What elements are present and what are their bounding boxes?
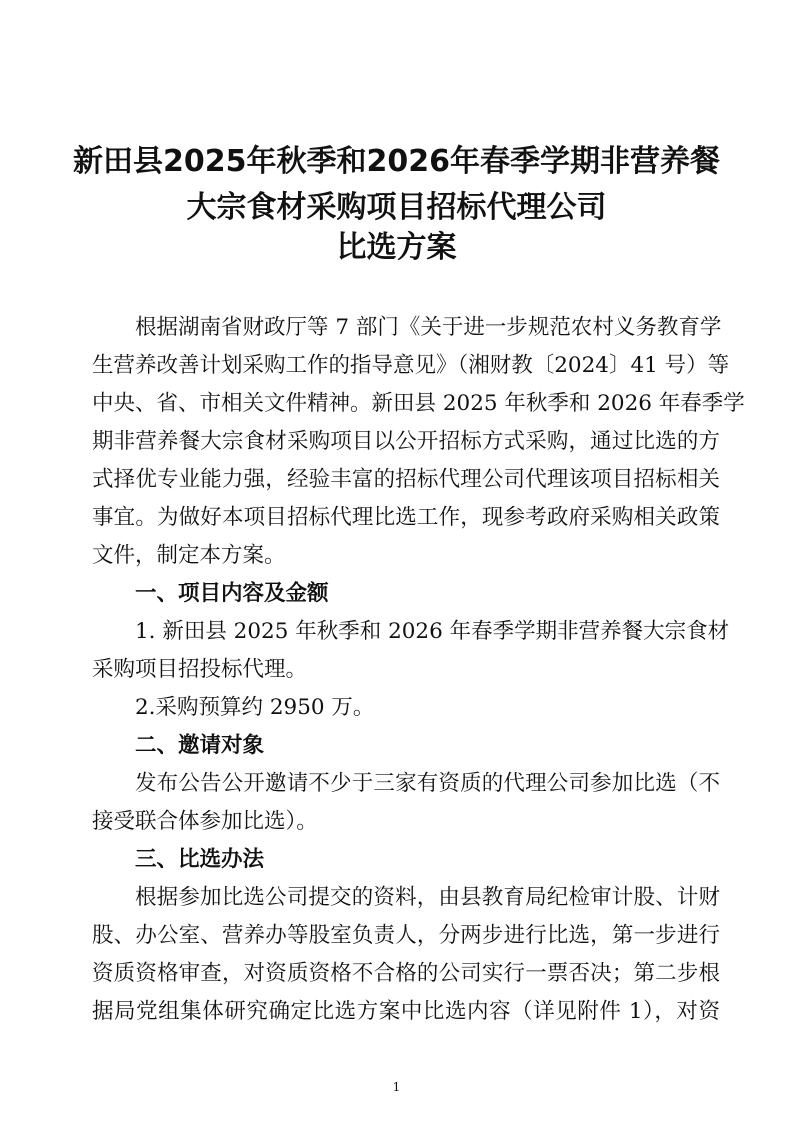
section-heading: 二、邀请对象: [135, 733, 265, 758]
text-line: 资质资格审查，对资质资格不合格的公司实行一票否决；第二步根: [92, 961, 720, 986]
text-line: 根据参加比选公司提交的资料，由县教育局纪检审计股、计财: [135, 885, 720, 910]
text-line: 1. 新田县 2025 年秋季和 2026 年春季学期非营养餐大宗食材: [135, 619, 730, 644]
document-title-line-3: 比选方案: [336, 230, 457, 265]
text-line: 据局党组集体研究确定比选方案中比选内容（详见附件 1），对资: [92, 999, 720, 1024]
text-line: 期非营养餐大宗食材采购项目以公开招标方式采购，通过比选的方: [92, 429, 720, 454]
section-heading: 一、项目内容及金额: [135, 581, 329, 606]
text-line: 式择优专业能力强，经验丰富的招标代理公司代理该项目招标相关: [92, 467, 720, 492]
document-title-line-2: 大宗食材采购项目招标代理公司: [186, 190, 607, 225]
text-line: 接受联合体参加比选）。: [92, 809, 318, 834]
document-title-line-1: 新田县2025年秋季和2026年春季学期非营养餐: [73, 144, 720, 179]
document-body: [92, 309, 745, 1031]
page-number: 1: [392, 1080, 401, 1094]
text-line: 中央、省、市相关文件精神。新田县 2025 年秋季和 2026 年春季学: [92, 391, 745, 416]
text-line: 文件，制定本方案。: [92, 543, 286, 568]
text-line: 采购项目招投标代理。: [92, 657, 308, 682]
text-line: 2.采购预算约 2950 万。: [135, 695, 375, 720]
text-line: 股、办公室、营养办等股室负责人，分两步进行比选，第一步进行: [92, 923, 720, 948]
text-line: 发布公告公开邀请不少于三家有资质的代理公司参加比选（不: [135, 771, 720, 796]
text-line: 生营养改善计划采购工作的指导意见》（湘财教〔2024〕41 号）等: [92, 353, 730, 378]
text-line: 根据湖南省财政厅等 7 部门《关于进一步规范农村义务教育学: [135, 315, 722, 340]
section-heading: 三、比选办法: [135, 847, 265, 872]
text-line: 事宜。为做好本项目招标代理比选工作，现参考政府采购相关政策: [92, 505, 720, 530]
